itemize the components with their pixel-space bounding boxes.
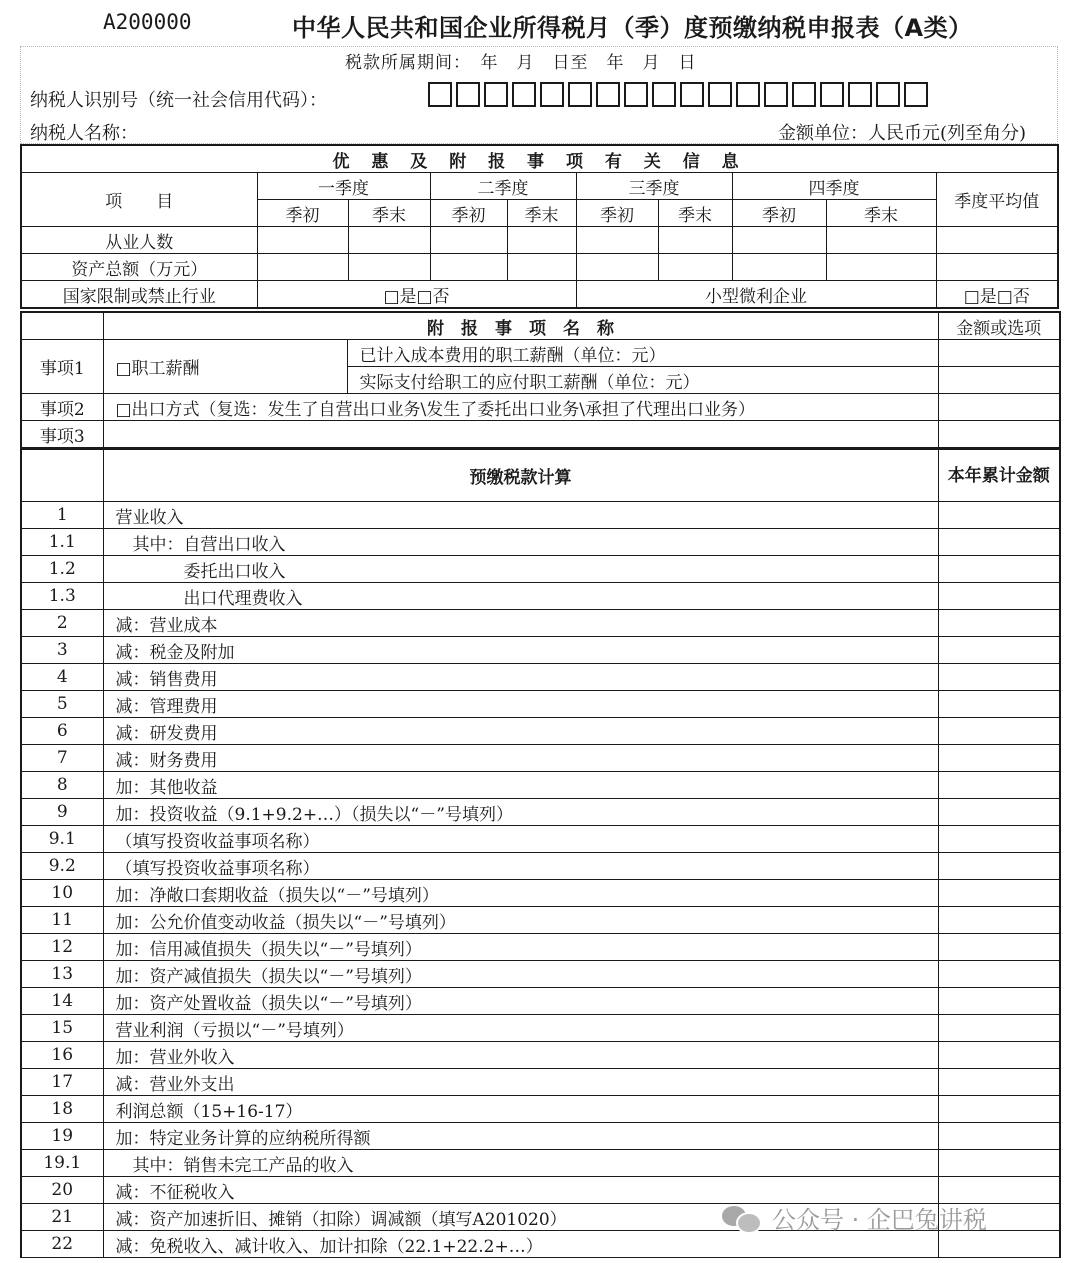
form-title: 中华人民共和国企业所得税月（季）度预缴纳税申报表（A类） [292, 14, 973, 42]
watermark-text: 公众号 · 企巴兔讲税 [772, 1206, 987, 1234]
row-number: 20 [21, 1177, 103, 1204]
input-cell[interactable] [938, 367, 1060, 394]
row-number: 9 [21, 799, 103, 826]
quarter-header: 四季度 [732, 173, 936, 200]
row-number: 2 [21, 610, 103, 637]
input-cell[interactable] [257, 254, 348, 281]
id-digit-box[interactable] [484, 82, 508, 107]
row-number: 19 [21, 1123, 103, 1150]
input-cell[interactable] [936, 254, 1058, 281]
small-micro-checkbox[interactable]: □是□否 [936, 281, 1058, 309]
input-cell[interactable] [938, 421, 1060, 449]
calc-row [21, 961, 1060, 988]
input-cell[interactable] [430, 227, 507, 254]
calc-row [21, 1042, 1060, 1069]
row-number: 9.1 [21, 826, 103, 853]
row-item: 加：资产处置收益（损失以“－”号填列） [103, 988, 938, 1015]
id-digit-box[interactable] [428, 82, 452, 107]
amount-input-cell[interactable] [938, 610, 1060, 637]
row-item: 减：销售费用 [103, 664, 938, 691]
input-cell[interactable] [257, 227, 348, 254]
calc-row [21, 934, 1060, 961]
amount-input-cell[interactable] [938, 718, 1060, 745]
row-item: 加：公允价值变动收益（损失以“－”号填列） [103, 907, 938, 934]
calc-row [21, 610, 1060, 637]
quarter-header: 一季度 [257, 173, 430, 200]
row-item: 减：管理费用 [103, 691, 938, 718]
input-cell[interactable] [732, 254, 826, 281]
form-code: A200000 [103, 10, 192, 34]
input-cell[interactable] [936, 227, 1058, 254]
blank-cell [21, 312, 103, 340]
calc-row [21, 583, 1060, 610]
amount-input-cell[interactable] [938, 961, 1060, 988]
amount-input-cell[interactable] [938, 772, 1060, 799]
small-micro-label: 小型微利企业 [576, 281, 936, 309]
blank-cell [21, 449, 103, 502]
quarter-start-label: 季初 [430, 200, 507, 227]
quarter-start-label: 季初 [576, 200, 658, 227]
row-number: 19.1 [21, 1150, 103, 1177]
quarter-end-label: 季末 [348, 200, 430, 227]
quarter-average-header: 季度平均值 [936, 173, 1058, 227]
calc-row [21, 664, 1060, 691]
row-item: 减：税金及附加 [103, 637, 938, 664]
calc-row [21, 556, 1060, 583]
row-number: 4 [21, 664, 103, 691]
calc-row [21, 799, 1060, 826]
id-digit-box[interactable] [904, 82, 928, 107]
input-cell[interactable] [732, 227, 826, 254]
row-item: 减：财务费用 [103, 745, 938, 772]
row-item: 其中：销售未完工产品的收入 [103, 1150, 938, 1177]
matter-3-label: 事项3 [21, 421, 103, 449]
taxpayer-id-boxes[interactable] [428, 82, 932, 107]
quarter-start-label: 季初 [257, 200, 348, 227]
row-item: 加：信用减值损失（损失以“－”号填列） [103, 934, 938, 961]
row-number: 3 [21, 637, 103, 664]
calc-title: 预缴税款计算 [103, 449, 938, 502]
row-item: 委托出口收入 [103, 556, 938, 583]
row-item: 其中：自营出口收入 [103, 529, 938, 556]
amount-input-cell[interactable] [938, 1123, 1060, 1150]
row-number: 21 [21, 1204, 103, 1231]
row-number: 5 [21, 691, 103, 718]
preferential-section-title: 优 惠 及 附 报 事 项 有 关 信 息 [21, 145, 1058, 173]
input-cell[interactable] [938, 394, 1060, 421]
row-item: 加：资产减值损失（损失以“－”号填列） [103, 961, 938, 988]
row-item: 加：净敞口套期收益（损失以“－”号填列） [103, 880, 938, 907]
id-digit-box[interactable] [456, 82, 480, 107]
wechat-icon [722, 1204, 762, 1232]
pay-in-cost-label: 已计入成本费用的职工薪酬（单位：元） [347, 340, 938, 367]
amount-input-cell[interactable] [938, 1042, 1060, 1069]
calc-row [21, 502, 1060, 529]
amount-input-cell[interactable] [938, 1015, 1060, 1042]
calc-row [21, 907, 1060, 934]
row-item: 减：免税收入、减计收入、加计扣除（22.1+22.2+…） [103, 1231, 938, 1258]
row-number: 7 [21, 745, 103, 772]
matter-1-label: 事项1 [21, 340, 103, 394]
calc-row [21, 745, 1060, 772]
row-number: 15 [21, 1015, 103, 1042]
amount-input-cell[interactable] [938, 907, 1060, 934]
quarter-end-label: 季末 [507, 200, 576, 227]
calc-row [21, 988, 1060, 1015]
id-digit-box[interactable] [848, 82, 872, 107]
row-number: 14 [21, 988, 103, 1015]
amount-input-cell[interactable] [938, 853, 1060, 880]
row-label: 资产总额（万元） [21, 254, 257, 281]
input-cell[interactable] [658, 254, 732, 281]
calc-row [21, 1123, 1060, 1150]
id-digit-box[interactable] [680, 82, 704, 107]
value-header: 金额或选项 [938, 312, 1060, 340]
input-cell[interactable] [507, 254, 576, 281]
id-digit-box[interactable] [876, 82, 900, 107]
calc-row [21, 772, 1060, 799]
calc-row [21, 691, 1060, 718]
amount-input-cell[interactable] [938, 880, 1060, 907]
row-number: 9.2 [21, 853, 103, 880]
id-digit-box[interactable] [820, 82, 844, 107]
row-number: 1.1 [21, 529, 103, 556]
total-assets-row [21, 254, 1058, 281]
amount-input-cell[interactable] [938, 691, 1060, 718]
amount-input-cell[interactable] [938, 583, 1060, 610]
amount-input-cell[interactable] [938, 1096, 1060, 1123]
restricted-industry-checkbox[interactable]: □是□否 [257, 281, 576, 309]
row-item: 加：其他收益 [103, 772, 938, 799]
row-number: 18 [21, 1096, 103, 1123]
row-number: 1 [21, 502, 103, 529]
quarter-end-label: 季末 [826, 200, 936, 227]
amount-input-cell[interactable] [938, 529, 1060, 556]
row-number: 1.2 [21, 556, 103, 583]
calc-row [21, 1015, 1060, 1042]
input-cell[interactable] [938, 340, 1060, 367]
row-item: 减：资产加速折旧、摊销（扣除）调减额（填写A201020） [103, 1204, 938, 1231]
row-item: 利润总额（15+16-17） [103, 1096, 938, 1123]
pay-actual-label: 实际支付给职工的应付职工薪酬（单位：元） [347, 367, 938, 394]
quarter-start-label: 季初 [732, 200, 826, 227]
id-digit-box[interactable] [652, 82, 676, 107]
id-digit-box[interactable] [624, 82, 648, 107]
row-number: 22 [21, 1231, 103, 1258]
row-number: 16 [21, 1042, 103, 1069]
input-cell[interactable] [103, 421, 938, 449]
calc-row [21, 637, 1060, 664]
row-number: 13 [21, 961, 103, 988]
row-item: 营业收入 [103, 502, 938, 529]
ytd-amount-header: 本年累计金额 [938, 449, 1060, 502]
amount-input-cell[interactable] [938, 799, 1060, 826]
id-digit-box[interactable] [568, 82, 592, 107]
tax-period: 税款所属期间： 年 月 日至 年 月 日 [345, 53, 697, 73]
calc-row [21, 1150, 1060, 1177]
input-cell[interactable] [826, 227, 936, 254]
input-cell[interactable] [430, 254, 507, 281]
input-cell[interactable] [507, 227, 576, 254]
id-digit-box[interactable] [792, 82, 816, 107]
row-number: 1.3 [21, 583, 103, 610]
id-digit-box[interactable] [540, 82, 564, 107]
amount-input-cell[interactable] [938, 988, 1060, 1015]
quarter-header: 二季度 [430, 173, 576, 200]
id-digit-box[interactable] [764, 82, 788, 107]
row-number: 10 [21, 880, 103, 907]
item-header: 项 目 [21, 173, 257, 227]
row-item: 加：营业外收入 [103, 1042, 938, 1069]
input-cell[interactable] [576, 254, 658, 281]
row-item: 减：营业成本 [103, 610, 938, 637]
employees-row [21, 227, 1058, 254]
row-number: 8 [21, 772, 103, 799]
preferential-info-table [20, 144, 1059, 309]
amount-input-cell[interactable] [938, 556, 1060, 583]
id-digit-box[interactable] [596, 82, 620, 107]
calc-row [21, 880, 1060, 907]
input-cell[interactable] [348, 254, 430, 281]
calc-row [21, 1096, 1060, 1123]
row-number: 6 [21, 718, 103, 745]
input-cell[interactable] [348, 227, 430, 254]
row-item: 减：不征税收入 [103, 1177, 938, 1204]
export-mode-checkbox[interactable]: □出口方式（复选：发生了自营出口业务\发生了委托出口业务\承担了代理出口业务） [103, 394, 938, 421]
calc-row [21, 826, 1060, 853]
amount-unit-label: 金额单位：人民币元(列至角分) [778, 123, 1027, 144]
input-cell[interactable] [826, 254, 936, 281]
row-number: 12 [21, 934, 103, 961]
row-item: 减：研发费用 [103, 718, 938, 745]
amount-input-cell[interactable] [938, 637, 1060, 664]
row-item: 加：特定业务计算的应纳税所得额 [103, 1123, 938, 1150]
employee-pay-checkbox[interactable]: □职工薪酬 [103, 340, 347, 394]
row-item: 加：投资收益（9.1+9.2+…）（损失以“－”号填列） [103, 799, 938, 826]
calc-row [21, 718, 1060, 745]
taxpayer-id-label: 纳税人识别号（统一社会信用代码）： [30, 90, 327, 111]
input-cell[interactable] [658, 227, 732, 254]
row-item: 出口代理费收入 [103, 583, 938, 610]
id-digit-box[interactable] [736, 82, 760, 107]
calc-row [21, 853, 1060, 880]
quarter-end-label: 季末 [658, 200, 732, 227]
calc-row [21, 1069, 1060, 1096]
amount-input-cell[interactable] [938, 1150, 1060, 1177]
calc-row [21, 529, 1060, 556]
input-cell[interactable] [576, 227, 658, 254]
amount-input-cell[interactable] [938, 826, 1060, 853]
amount-input-cell[interactable] [938, 664, 1060, 691]
row-number: 17 [21, 1069, 103, 1096]
quarter-header: 三季度 [576, 173, 732, 200]
additional-matters-table [20, 311, 1061, 449]
row-item: 营业利润（亏损以“－”号填列） [103, 1015, 938, 1042]
matter-2-label: 事项2 [21, 394, 103, 421]
amount-input-cell[interactable] [938, 1069, 1060, 1096]
amount-input-cell[interactable] [938, 934, 1060, 961]
amount-input-cell[interactable] [938, 745, 1060, 772]
matters-title: 附 报 事 项 名 称 [103, 312, 938, 340]
taxpayer-name-label: 纳税人名称： [30, 123, 138, 144]
tax-calculation-table [20, 448, 1061, 1258]
row-number: 11 [21, 907, 103, 934]
row-label: 从业人数 [21, 227, 257, 254]
id-digit-box[interactable] [708, 82, 732, 107]
restricted-industry-label: 国家限制或禁止行业 [21, 281, 257, 309]
row-item: 减：营业外支出 [103, 1069, 938, 1096]
amount-input-cell[interactable] [938, 502, 1060, 529]
row-item: （填写投资收益事项名称） [103, 826, 938, 853]
row-item: （填写投资收益事项名称） [103, 853, 938, 880]
watermark [722, 1200, 987, 1235]
id-digit-box[interactable] [512, 82, 536, 107]
